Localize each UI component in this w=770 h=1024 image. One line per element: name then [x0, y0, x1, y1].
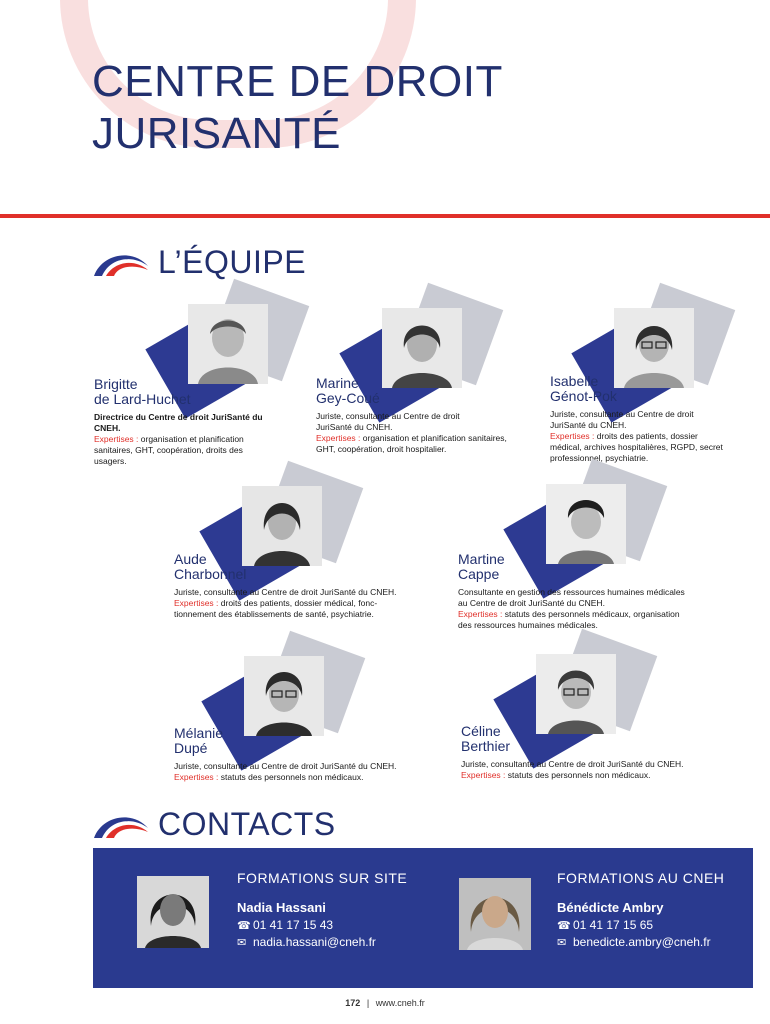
member-card	[461, 724, 741, 781]
member-expertise	[550, 431, 730, 464]
phone-icon: ☎	[557, 919, 571, 932]
contact-email-row	[557, 935, 724, 949]
expertise-label: Expertises :	[550, 431, 595, 441]
expertise-text: droits des patients, dossier médical, archives hospitalières, RGPD, secret professionnel, psychiatrie.	[550, 431, 723, 463]
page-title-line2: JURISANTÉ	[92, 109, 341, 158]
footer-website-link[interactable]: www.cneh.fr	[375, 998, 425, 1008]
member-first-name: Isabelle	[550, 373, 599, 389]
contact-left	[237, 870, 407, 949]
expertise-text: statuts des personnels non médicaux.	[218, 772, 364, 782]
page-footer	[0, 998, 770, 1008]
expertise-label: Expertises :	[94, 434, 139, 444]
contact-email-row	[237, 935, 407, 949]
contact-photo-left	[137, 876, 209, 948]
mail-icon: ✉	[557, 936, 567, 949]
contact-email[interactable]: benedicte.ambry@cneh.fr	[573, 935, 711, 949]
member-expertise	[461, 770, 741, 781]
member-name	[94, 377, 274, 407]
contact-phone-row	[557, 918, 724, 932]
page-title-line1: CENTRE DE DROIT	[92, 57, 503, 106]
expertise-text: organisation et planification sanitaires, GHT, coopération, droit hospitalier.	[316, 433, 507, 454]
expertise-label: Expertises :	[174, 598, 219, 608]
member-last-name: de Lard-Huchet	[94, 391, 191, 407]
member-expertise	[94, 434, 274, 467]
contact-heading: FORMATIONS AU CNEH	[557, 870, 725, 886]
member-first-name: Marine	[316, 375, 359, 391]
contact-right	[557, 870, 724, 949]
member-role: Juriste, consultante au Centre de droit JuriSanté du CNEH.	[316, 411, 460, 432]
member-role: Consultante en gestion des ressources humaines médicales au Centre de droit JuriSanté du CNEH.	[458, 587, 685, 608]
member-role: Juriste, consultante au Centre de droit JuriSanté du CNEH.	[174, 761, 397, 771]
member-last-name: Charbonnel	[174, 566, 247, 582]
member-card	[174, 552, 424, 620]
member-last-name: Dupé	[174, 740, 208, 756]
expertise-text: statuts des personnels médicaux, organisation des ressources humaines médicales.	[458, 609, 680, 630]
expertise-label: Expertises :	[461, 770, 506, 780]
contact-phone: 01 41 17 15 43	[253, 918, 334, 932]
mail-icon: ✉	[237, 936, 247, 949]
member-expertise	[458, 609, 688, 631]
member-first-name: Mélanie	[174, 725, 224, 741]
member-name	[461, 724, 741, 754]
member-role: Juriste, consultante au Centre de droit JuriSanté du CNEH.	[461, 759, 684, 769]
member-expertise	[174, 772, 454, 783]
expertise-label: Expertises :	[458, 609, 503, 619]
expertise-text: organisation et planification sanitaires, GHT, coopération, droits des usagers.	[94, 434, 244, 466]
member-first-name: Martine	[458, 551, 505, 567]
member-name	[174, 552, 424, 582]
contacts-title: CONTACTS	[158, 806, 336, 842]
expertise-label: Expertises :	[174, 772, 219, 782]
member-first-name: Aude	[174, 551, 207, 567]
expertise-text: statuts des personnels non médicaux.	[505, 770, 651, 780]
member-last-name: Cappe	[458, 566, 500, 582]
member-card	[174, 726, 454, 783]
contact-name: Bénédicte Ambry	[557, 900, 664, 915]
contact-email[interactable]: nadia.hassani@cneh.fr	[253, 935, 376, 949]
swoosh-logo-icon	[92, 248, 150, 278]
member-last-name: Génot-Pok	[550, 388, 617, 404]
equipe-title: L’ÉQUIPE	[158, 244, 307, 280]
contact-heading: FORMATIONS SUR SITE	[237, 870, 408, 886]
member-first-name: Céline	[461, 723, 501, 739]
member-name	[458, 552, 688, 582]
member-card	[550, 374, 730, 464]
person-portrait-icon	[188, 304, 268, 384]
member-expertise	[174, 598, 414, 620]
member-expertise	[316, 433, 516, 455]
phone-icon: ☎	[237, 919, 251, 932]
contacts-header	[92, 806, 336, 843]
person-portrait-icon	[536, 654, 616, 734]
member-first-name: Brigitte	[94, 376, 138, 392]
equipe-header	[92, 244, 306, 281]
member-card	[94, 377, 274, 467]
contact-name: Nadia Hassani	[237, 900, 326, 915]
page-number: 172	[345, 998, 361, 1008]
member-last-name: Gey-Coué	[316, 390, 380, 406]
header-divider	[0, 214, 770, 218]
member-name	[316, 376, 516, 406]
member-role: Directrice du Centre de droit JuriSanté du CNEH.	[94, 412, 263, 433]
footer-separator: |	[366, 998, 370, 1008]
page-title	[92, 56, 503, 160]
contact-photo-right	[459, 878, 531, 950]
expertise-text: droits des patients, dossier médical, fonc- tionnement des établissements de santé, psychiatrie.	[174, 598, 378, 619]
contacts-panel	[93, 848, 753, 988]
expertise-label: Expertises :	[316, 433, 361, 443]
member-name	[174, 726, 454, 756]
swoosh-logo-icon	[92, 810, 150, 840]
contact-phone: 01 41 17 15 65	[573, 918, 654, 932]
member-card	[316, 376, 516, 455]
person-portrait-icon	[137, 876, 209, 948]
member-last-name: Berthier	[461, 738, 511, 754]
member-role: Juriste, consultante au Centre de droit JuriSanté du CNEH.	[174, 587, 397, 597]
person-portrait-icon	[459, 878, 531, 950]
contact-phone-row	[237, 918, 407, 932]
member-name	[550, 374, 730, 404]
member-card	[458, 552, 688, 631]
person-portrait-icon	[244, 656, 324, 736]
member-role: Juriste, consultante au Centre de droit JuriSanté du CNEH.	[550, 409, 694, 430]
